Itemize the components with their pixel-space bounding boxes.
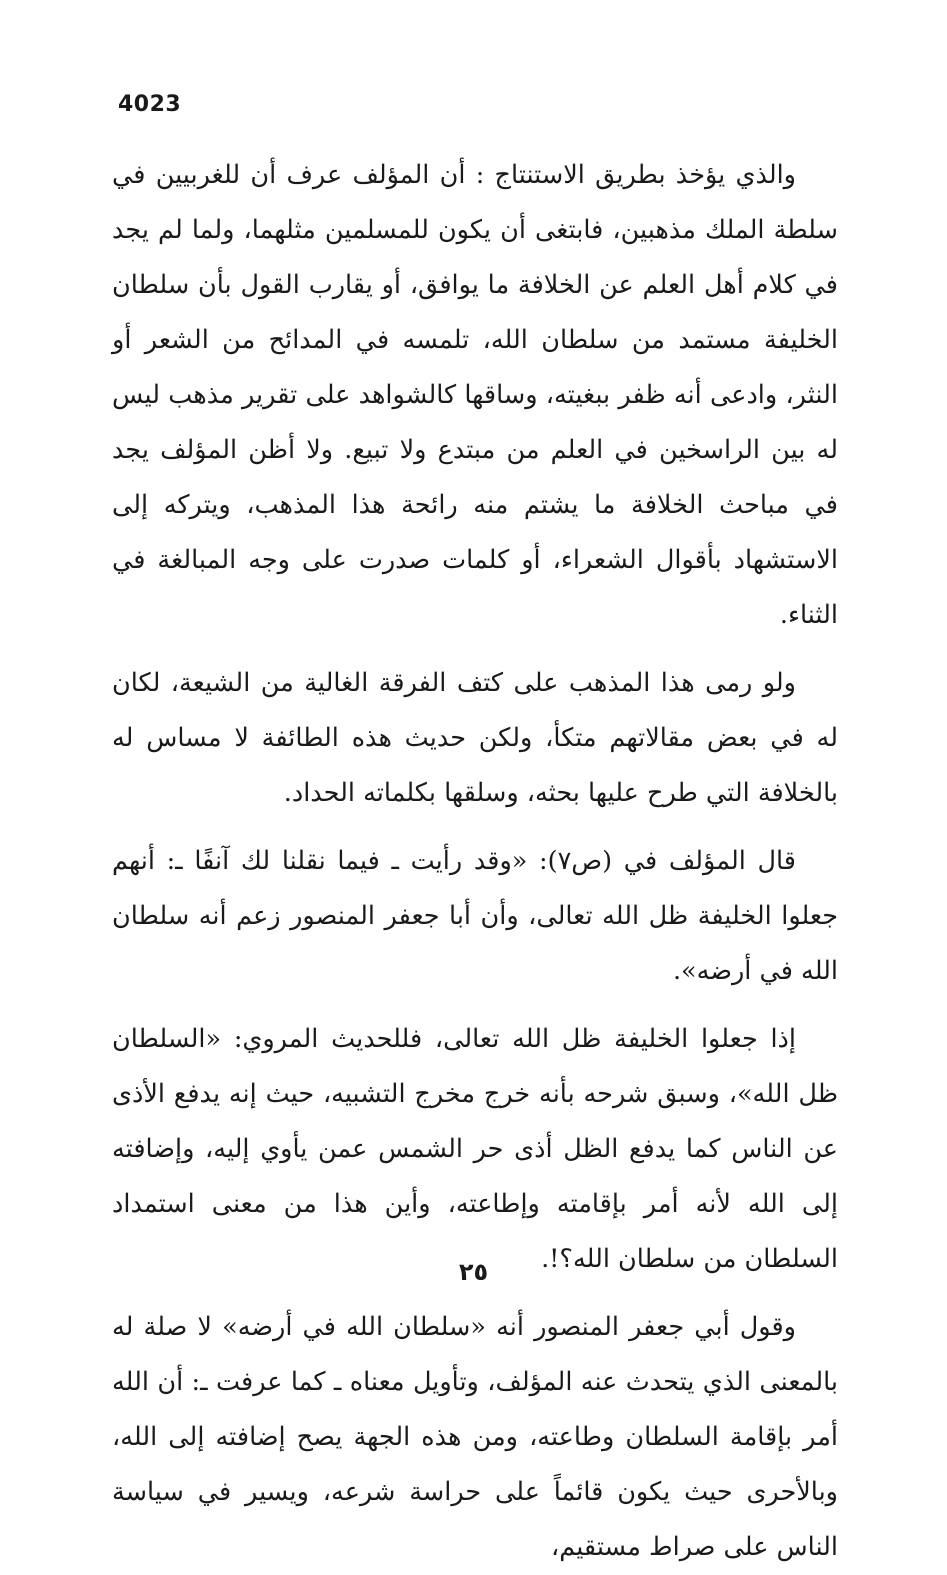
page-number: ٢٥ [458, 1258, 489, 1286]
paragraph: والذي يؤخذ بطريق الاستنتاج : أن المؤلف عرف أن للغربيين في سلطة الملك مذهبين، فابتغى أن يكون للمسلمين مثلهما، ولما لم يجد في كلام أهل العلم عن الخلافة ما يوافق، أو يقارب القول بأن سلطان الخليفة مستمد من سلطان الله، تلمسه في المدائح من الشعر أو النثر، وادعى أنه ظفر ببغيته، وساقها كالشواهد على تقرير مذهب ليس له بين الراسخين في العلم من مبتدع ولا تبيع. ولا أظن المؤلف يجد في مباحث الخلافة ما يشتم منه رائحة هذا المذهب، ويتركه إلى الاستشهاد بأقوال الشعراء، أو كلمات صدرت على وجه المبالغة في الثناء. [112, 160, 838, 630]
paragraph: ولو رمى هذا المذهب على كتف الفرقة الغالية من الشيعة، لكان له في بعض مقالاتهم متكأ، ولكن حديث هذه الطائفة لا مساس له بالخلافة التي طرح عليها بحثه، وسلقها بكلماته الحداد. [112, 668, 838, 808]
paragraph: قال المؤلف في (ص٧): «وقد رأيت ـ فيما نقلنا لك آنفًا ـ: أنهم جعلوا الخليفة ظل الله تعالى، وأن أبا جعفر المنصور زعم أنه سلطان الله في أرضه». [112, 846, 838, 986]
paragraph: وقول أبي جعفر المنصور أنه «سلطان الله في أرضه» لا صلة له بالمعنى الذي يتحدث عنه المؤلف، وتأويل معناه ـ كما عرفت ـ: أن الله أمر بإقامة السلطان وطاعته، ومن هذه الجهة يصح إضافته إلى الله، وبالأحرى حيث يكون قائماً على حراسة شرعه، ويسير في سياسة الناس على صراط مستقيم، [112, 1312, 838, 1562]
page-id: 4023 [118, 92, 182, 117]
paragraph: إذا جعلوا الخليفة ظل الله تعالى، فللحديث المروي: «السلطان ظل الله»، وسبق شرحه بأنه خرج مخرج التشبيه، حيث إنه يدفع الأذى عن الناس كما يدفع الظل أذى حر الشمس عمن يأوي إليه، وإضافته إلى الله لأنه أمر بإقامته وإطاعته، وأين هذا من معنى استمداد السلطان من سلطان الله؟!. [112, 1024, 838, 1274]
body-text [112, 148, 838, 1575]
